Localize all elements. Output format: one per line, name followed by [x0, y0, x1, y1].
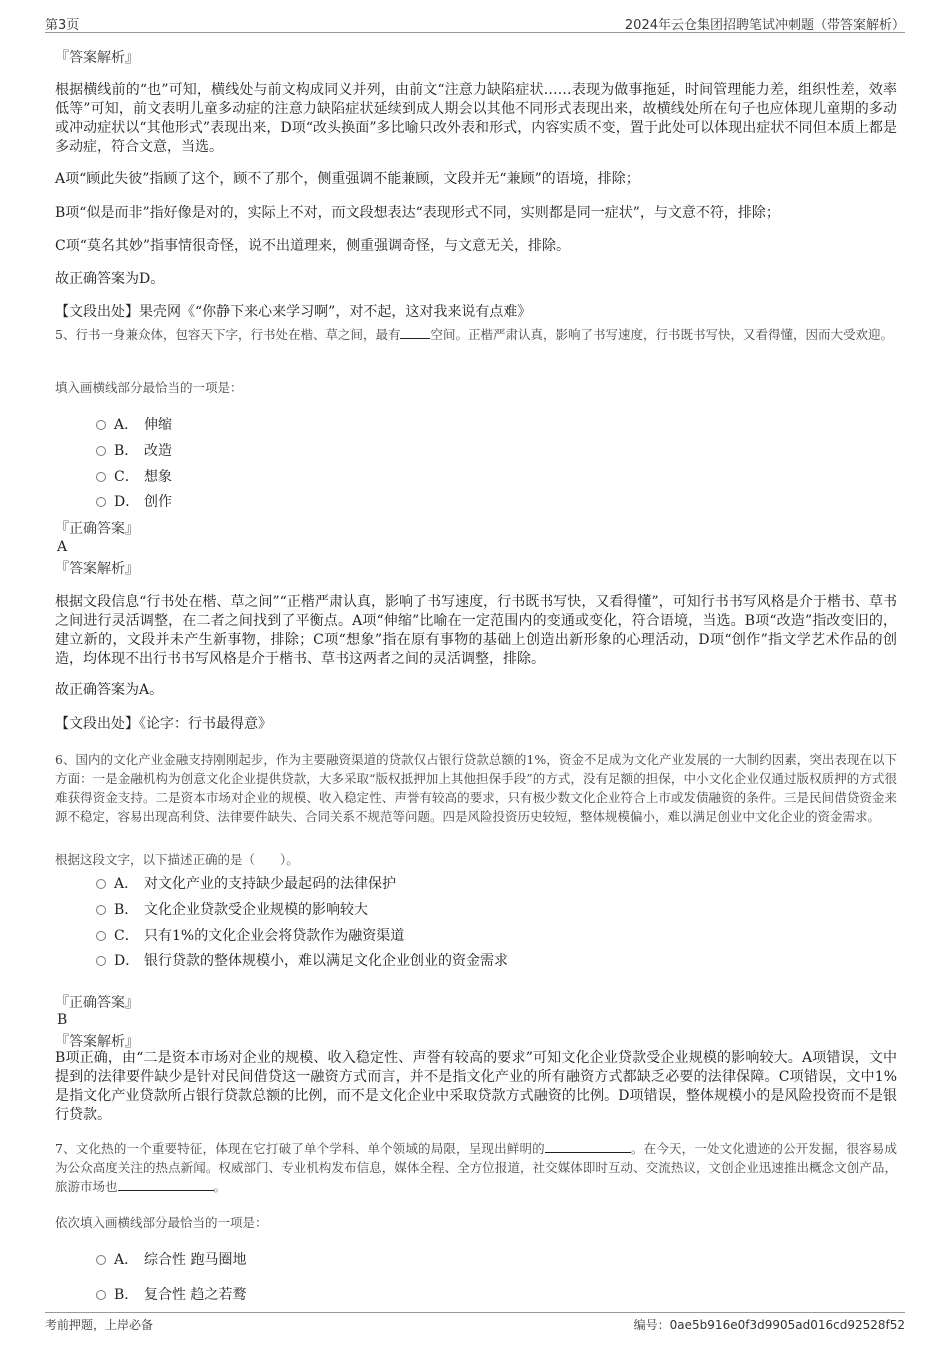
option-text: 综合性 跑马圈地: [144, 1252, 247, 1268]
page-number: 第3页: [45, 18, 80, 33]
option-letter: A．: [114, 417, 139, 433]
option-text: 改造: [144, 443, 172, 459]
q5-option-a[interactable]: [96, 414, 172, 434]
q5-conclusion: 故正确答案为A。: [55, 682, 164, 698]
radio-icon[interactable]: [96, 1255, 106, 1265]
option-letter: C．: [114, 928, 139, 944]
q7-blank-2: [118, 1178, 214, 1191]
q7-stem-part2: 。在今天，一处文化遗迹的公开发掘，很容易成为公众高度关注的热点新闻。权威部门、专业机构发布信息，媒体全程、全方位报道，社交媒体即时互动、交流热议，文创企业迅速推出概念文创产品，旅游市场也: [55, 1141, 897, 1194]
q5-stem: [55, 325, 897, 344]
footer-slogan: 考前押题，上岸必备: [45, 1318, 154, 1332]
q5-blank: [400, 326, 430, 339]
option-letter: B．: [114, 1287, 139, 1303]
q6-option-d[interactable]: [96, 950, 508, 970]
option-letter: A．: [114, 1252, 139, 1268]
option-letter: B．: [114, 443, 139, 459]
q6-option-b[interactable]: [96, 899, 368, 919]
option-letter: D．: [114, 953, 140, 969]
radio-icon[interactable]: [96, 420, 106, 430]
q4-analysis: 根据横线前的“也”可知，横线处与前文构成同义并列，由前文“注意力缺陷症状……表现为做事拖延，时间管理能力差，组织性差，效率低等”可知，前文表明儿童多动症的注意力缺陷症状延续到成人期会以其他不同形式表现出来，故横线处所在句子也应体现儿童期的多动或冲动症状以“其他形式”表现出来，D项“改头换面”多比喻只改外表和形式，内容实质不变，置于此处可以体现出症状不同但本质上都是多动症，符合文意，当选。: [55, 82, 897, 155]
q5-option-b[interactable]: [96, 440, 172, 460]
option-letter: C．: [114, 469, 139, 485]
q6-analysis-label: 『答案解析』: [55, 1034, 139, 1050]
q7-option-a[interactable]: [96, 1249, 246, 1269]
q6-stem: 6、国内的文化产业金融支持刚刚起步，作为主要融资渠道的贷款仅占银行贷款总额的1%，资金不足成为文化产业发展的一大制约因素，突出表现在以下方面：一是金融机构为创意文化企业提供贷款，大多采取“版权抵押加上其他担保手段”的方式，没有足额的担保，中小文化企业仅通过版权质押的方式很难获得资金支持。二是资本市场对企业的规模、收入稳定性、声誉有较高的要求，只有极少数文化企业符合上市或发债融资的条件。三是民间借贷资金来源不稳定，容易出现高利贷、法律要件缺失、合同关系不规范等问题。四是风险投资历史较短，整体规模偏小，难以满足创业中文化企业的资金需求。: [55, 752, 897, 824]
q7-blank-1: [545, 1140, 631, 1153]
q4-source: 【文段出处】果壳网《“你静下来心来学习啊”，对不起，这对我来说有点难》: [55, 304, 532, 320]
q5-option-d[interactable]: [96, 491, 172, 511]
q4-conclusion: 故正确答案为D。: [55, 271, 165, 287]
option-text: 银行贷款的整体规模小，难以满足文化企业创业的资金需求: [144, 953, 508, 969]
q5-prompt: 填入画横线部分最恰当的一项是：: [55, 380, 243, 395]
q7-option-b[interactable]: [96, 1284, 246, 1304]
radio-icon[interactable]: [96, 497, 106, 507]
q7-stem-part1: 7、文化热的一个重要特征，体现在它打破了单个学科、单个领域的局限，呈现出鲜明的: [55, 1141, 545, 1156]
q4-option-c-analysis: C项“莫名其妙”指事情很奇怪，说不出道理来，侧重强调奇怪，与文意无关，排除。: [55, 238, 571, 254]
q6-option-c[interactable]: [96, 925, 404, 945]
q5-analysis: 根据文段信息“行书处在楷、草之间”“正楷严肃认真，影响了书写速度，行书既书写快，又看得懂”，可知行书书写风格是介于楷书、草书之间进行灵活调整，在二者之间找到了平衡点。A项“伸缩”比喻在一定范围内的变通或变化，符合语境，当选。B项“改造”指改变旧的，建立新的，文段并未产生新事物，排除；C项“想象”指在原有事物的基础上创造出新形象的心理活动，D项“创作”指文学艺术作品的创造，均体现不出行书书写风格是介于楷书、草书这两者之间的灵活调整，排除。: [55, 594, 897, 667]
q4-option-a-analysis: A项“顾此失彼”指顾了这个，顾不了那个，侧重强调不能兼顾，文段并无“兼顾”的语境，排除；: [55, 171, 640, 187]
option-text: 想象: [144, 469, 172, 485]
radio-icon[interactable]: [96, 879, 106, 889]
q4-option-b-analysis: B项“似是而非”指好像是对的，实际上不对，而文段想表达“表现形式不同，实则都是同一症状”，与文意不符，排除；: [55, 205, 780, 221]
document-title: 2024年云仓集团招聘笔试冲刺题（带答案解析）: [624, 18, 905, 33]
q5-analysis-label: 『答案解析』: [55, 561, 139, 577]
q6-answer-label: 『正确答案』: [55, 995, 139, 1011]
option-letter: D．: [114, 494, 140, 510]
page-header: [45, 12, 905, 33]
option-text: 创作: [144, 494, 172, 510]
q5-option-c[interactable]: [96, 466, 172, 486]
q6-analysis: B项正确，由“二是资本市场对企业的规模、收入稳定性、声誉有较高的要求”可知文化企业贷款受企业规模的影响较大。A项错误，文中提到的法律要件缺少是针对民间借贷这一融资方式而言，并不是指文化产业的所有融资方式都缺乏必要的法律保障。C项错误，文中1%是指文化产业贷款所占银行贷款总额的比例，而不是文化企业中采取贷款方式融资的比例。D项错误，整体规模小的是风险投资而不是银行贷款。: [55, 1050, 897, 1123]
radio-icon[interactable]: [96, 956, 106, 966]
option-letter: B．: [114, 902, 139, 918]
option-letter: A．: [114, 876, 139, 892]
option-text: 对文化产业的支持缺少最起码的法律保护: [144, 876, 396, 892]
q7-prompt: 依次填入画横线部分最恰当的一项是：: [55, 1215, 268, 1230]
q5-answer-label: 『正确答案』: [55, 521, 139, 537]
q5-source: 【文段出处】《论字：行书最得意》: [55, 716, 272, 732]
radio-icon[interactable]: [96, 472, 106, 482]
option-text: 文化企业贷款受企业规模的影响较大: [144, 902, 368, 918]
option-text: 复合性 趋之若鹜: [144, 1287, 247, 1303]
radio-icon[interactable]: [96, 931, 106, 941]
q7-stem: [55, 1139, 897, 1196]
q7-stem-part3: 。: [213, 1179, 227, 1194]
option-text: 只有1%的文化企业会将贷款作为融资渠道: [144, 928, 405, 944]
q5-stem-part1: 5、行书一身兼众体，包容天下字，行书处在楷、草之间，最有: [55, 327, 401, 342]
q6-answer: B: [57, 1012, 68, 1028]
q5-stem-part2: 空间。正楷严肃认真，影响了书写速度，行书既书写快，又看得懂，因而大受欢迎。: [430, 327, 893, 342]
q4-analysis-label: 『答案解析』: [55, 50, 139, 66]
radio-icon[interactable]: [96, 905, 106, 915]
radio-icon[interactable]: [96, 446, 106, 456]
q5-answer: A: [57, 539, 68, 555]
q6-prompt: 根据这段文字，以下描述正确的是（ ）。: [55, 852, 299, 867]
q6-option-a[interactable]: [96, 873, 396, 893]
option-text: 伸缩: [144, 417, 172, 433]
document-code: 编号：0ae5b916e0f3d9905ad016cd92528f52: [633, 1318, 905, 1332]
radio-icon[interactable]: [96, 1290, 106, 1300]
page-footer: [45, 1312, 905, 1335]
